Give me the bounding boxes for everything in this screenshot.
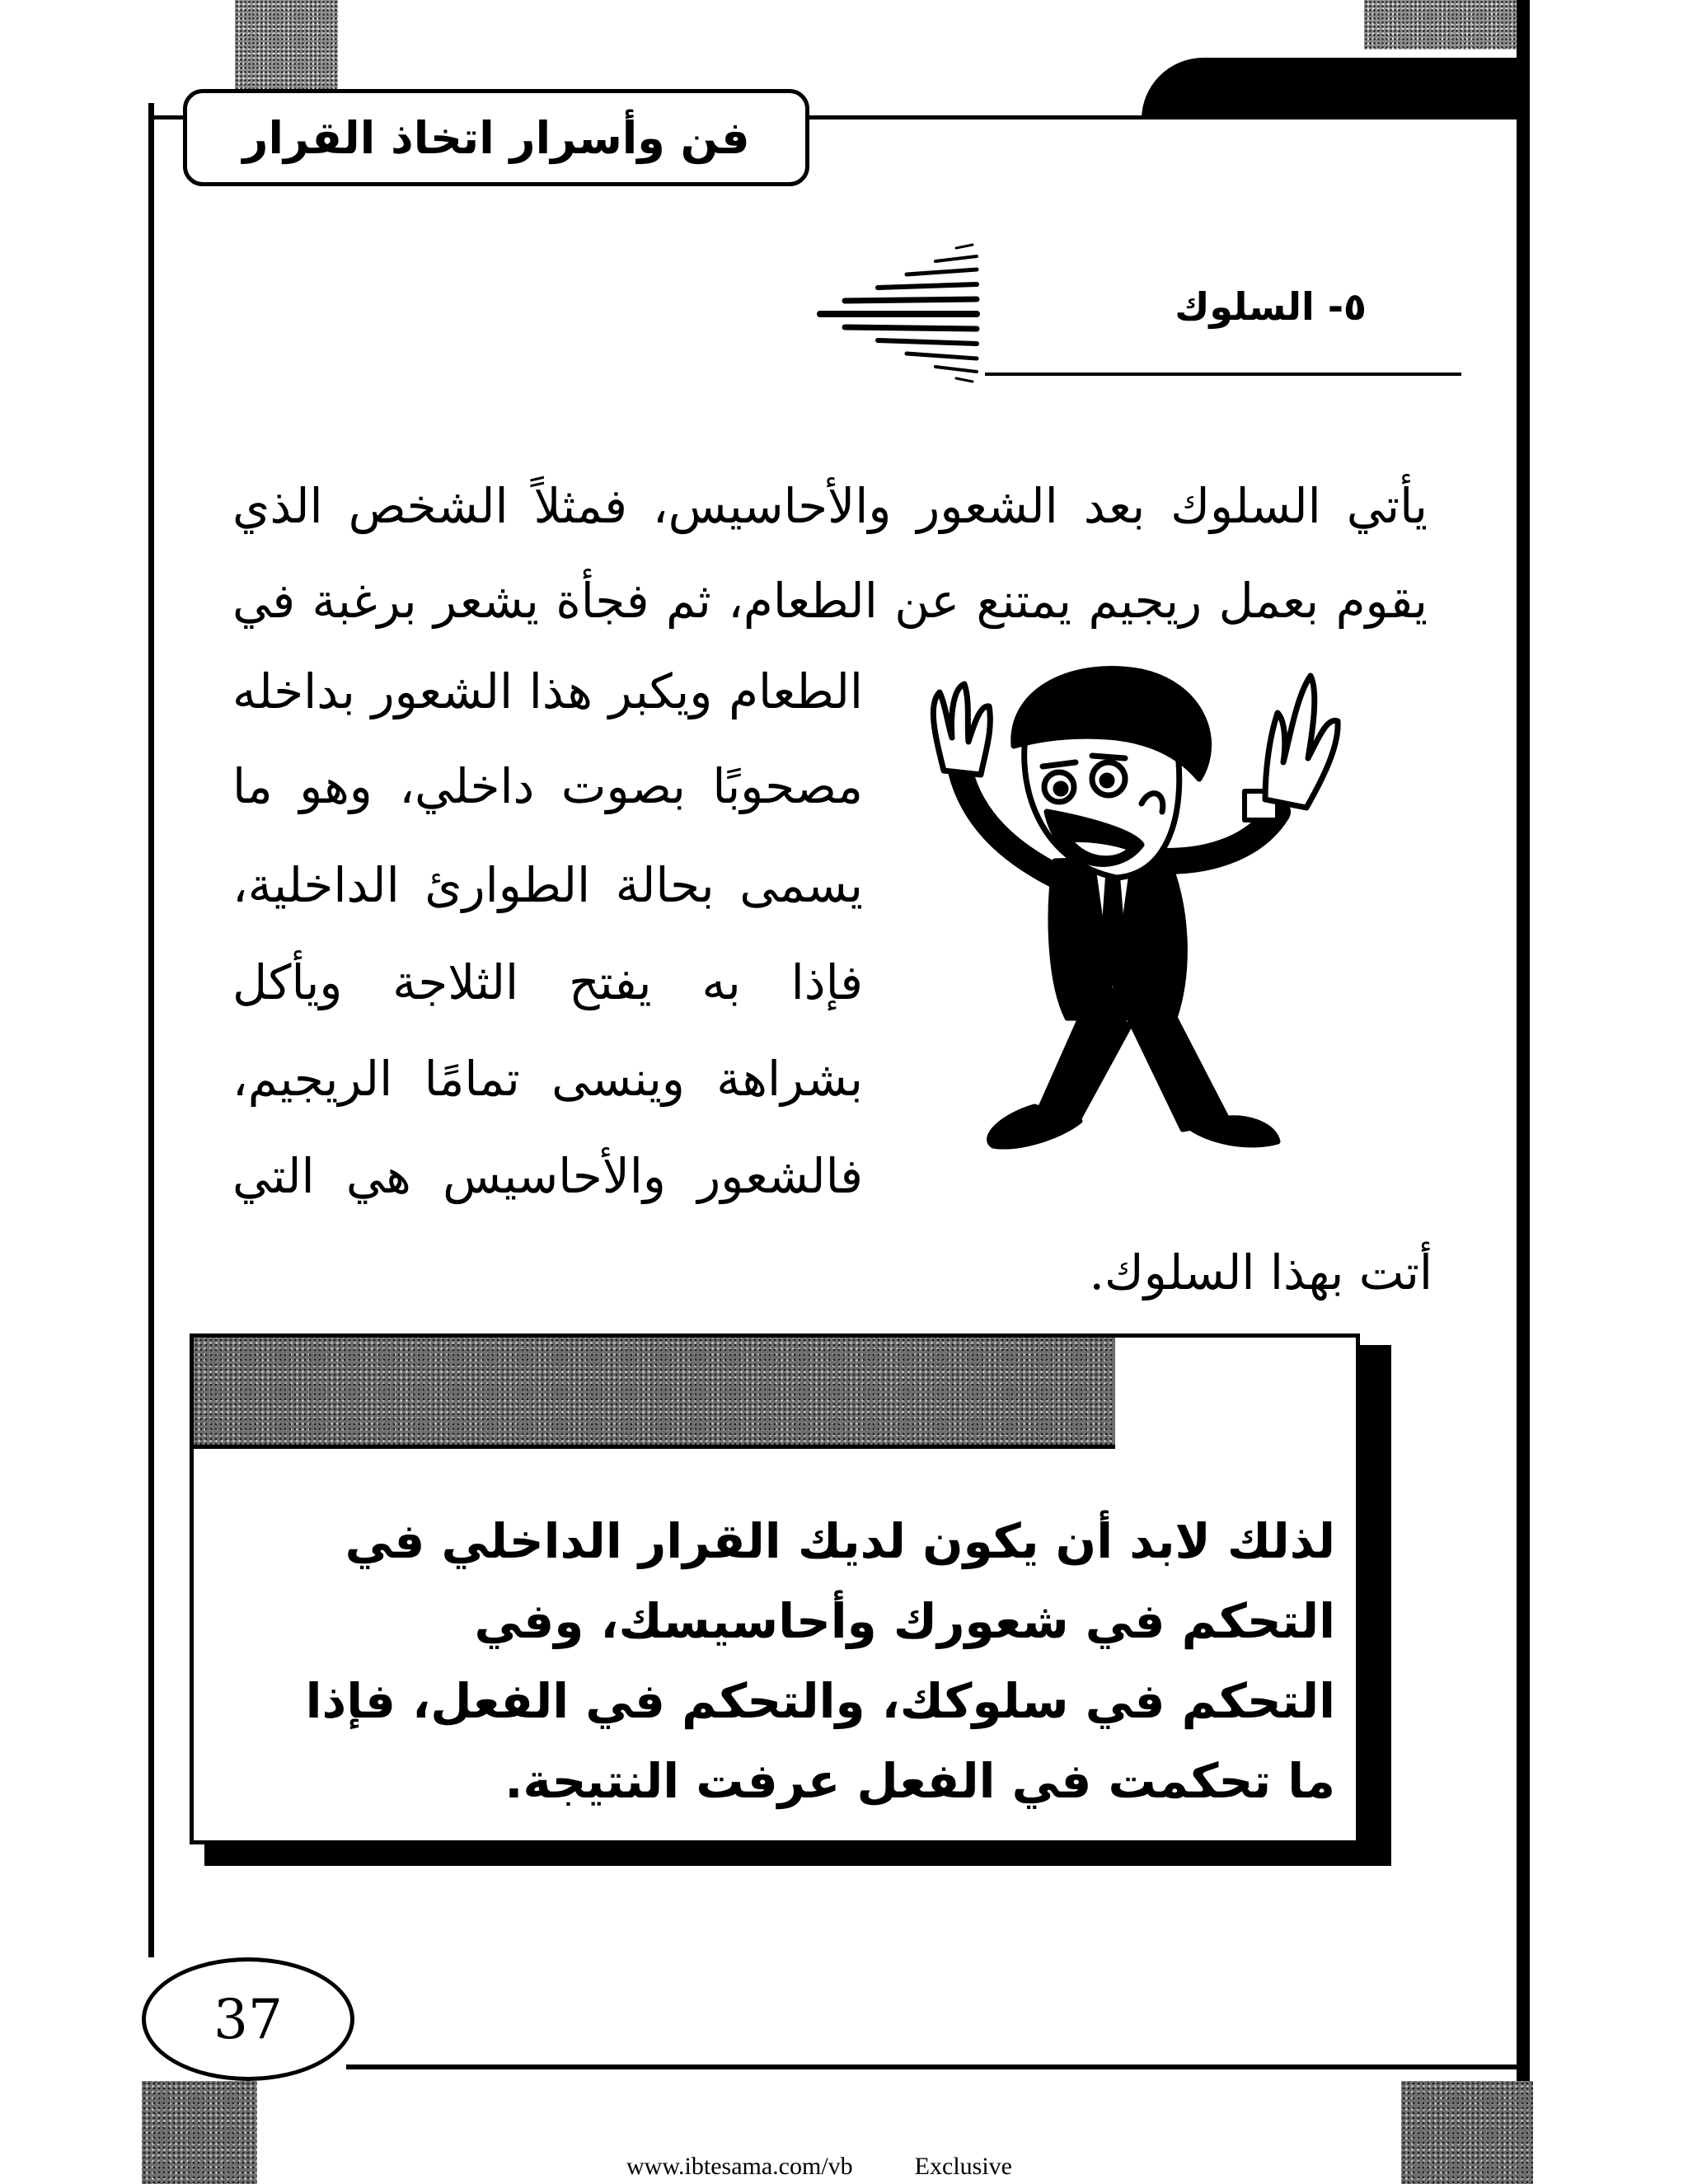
corner-pattern-top-right: [1364, 0, 1529, 49]
body-line: بشراهة وينسى تمامًا الريجيم،: [232, 1051, 863, 1107]
speed-lines-icon: [812, 243, 985, 383]
callout-header-band: [194, 1338, 1115, 1445]
cartoon-man-arms-raised-icon: [903, 655, 1364, 1166]
frame-top-left-line: [148, 115, 185, 120]
body-line: فالشعور والأحاسيس هي التي: [232, 1148, 863, 1204]
callout-line: لذلك لابد أن يكون لديك القرار الداخلي في: [345, 1513, 1335, 1569]
corner-pattern-bottom-right: [1401, 2081, 1533, 2184]
body-line: يأتي السلوك بعد الشعور والأحاسيس، فمثلاً الشخص الذي: [232, 478, 1428, 534]
section-underline: [985, 373, 1461, 376]
body-line: يقوم بعمل ريجيم يمتنع عن الطعام، ثم فجأة يشعر برغبة في: [232, 573, 1428, 629]
frame-right-edge: [1517, 0, 1530, 2135]
callout-text: [264, 1502, 1335, 1821]
body-line: الطعام ويكبر هذا الشعور بداخله: [232, 663, 863, 719]
header-title: فن وأسرار اتخاذ القرار: [242, 111, 750, 164]
section-title: ٥- السلوك: [1175, 284, 1367, 329]
footer-site: www.ibtesama.com/vb: [626, 2153, 853, 2180]
callout-line: ما تحكمت في الفعل عرفت النتيجة.: [504, 1753, 1335, 1809]
corner-pattern-bottom-left: [142, 2081, 257, 2184]
corner-pattern-top-left: [235, 0, 338, 89]
frame-left-edge: [148, 103, 154, 1957]
footer: [626, 2153, 1012, 2181]
page-number: 37: [213, 1987, 283, 2051]
callout-line: التحكم في شعورك وأحاسيسك، وفي: [474, 1593, 1335, 1649]
callout-line: التحكم في سلوكك، والتحكم في الفعل، فإذا: [305, 1673, 1335, 1729]
header-tab: [1142, 58, 1517, 120]
body-line: يسمى بحالة الطوارئ الداخلية،: [232, 857, 863, 913]
body-line: مصحوبًا بصوت داخلي، وهو ما: [232, 758, 863, 814]
callout-header-border: [194, 1445, 1115, 1449]
footer-tag: Exclusive: [914, 2153, 1012, 2180]
body-line: فإذا به يفتح الثلاجة ويأكل: [232, 954, 863, 1010]
frame-bottom-line: [346, 2064, 1517, 2069]
body-last-line: أتت بهذا السلوك.: [1089, 1244, 1432, 1301]
